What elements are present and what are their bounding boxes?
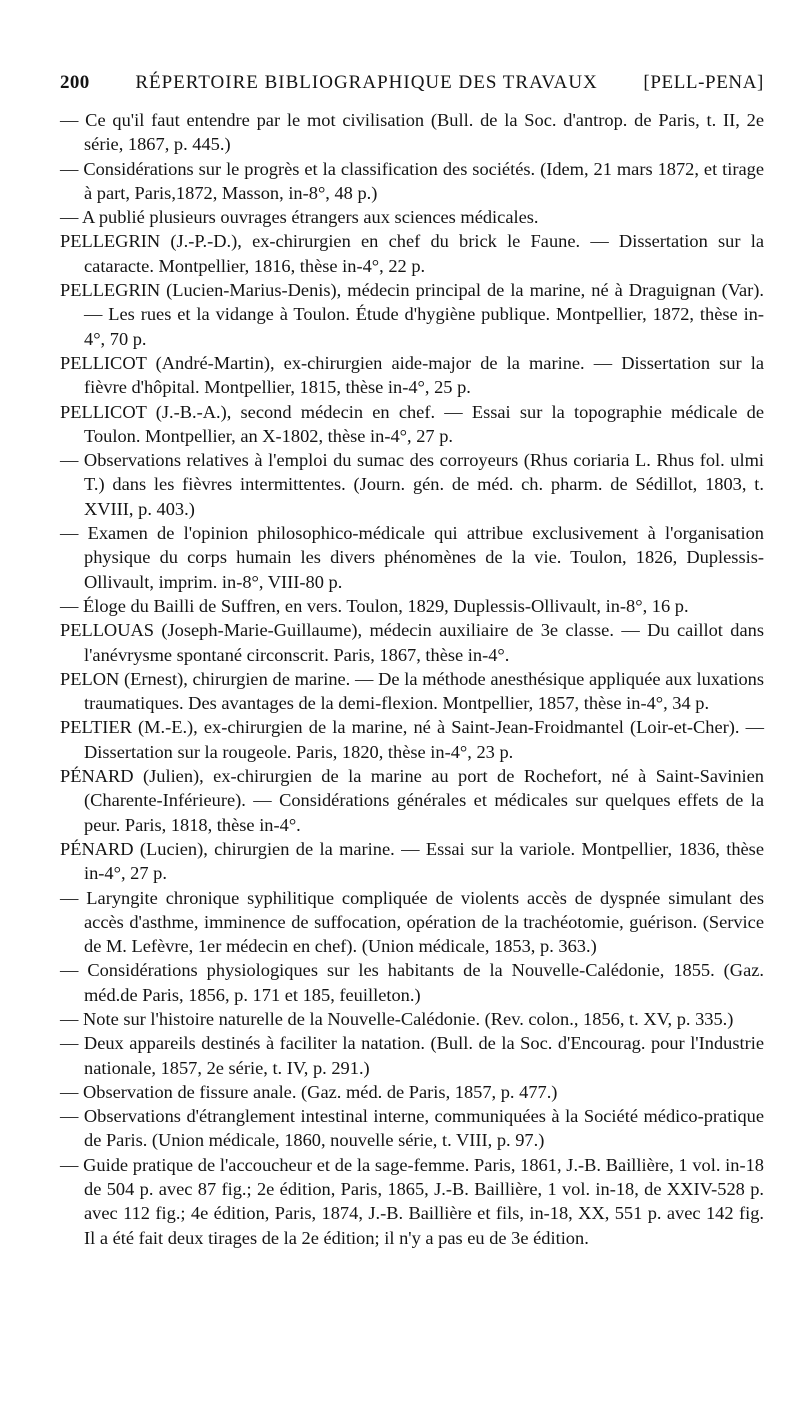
- bibliography-entry: — Observations d'étranglement intestinal interne, communiquées à la Société médico-pratique de Paris. (Union médicale, 1860, nouvelle série, t. VIII, p. 97.): [60, 1106, 764, 1151]
- bibliography-entry: — Éloge du Bailli de Suffren, en vers. Toulon, 1829, Duplessis-Ollivault, in-8°, 16 p.: [60, 595, 689, 616]
- bibliography-entry: — A publié plusieurs ouvrages étrangers aux sciences médicales.: [60, 207, 539, 228]
- bibliography-entry: — Ce qu'il faut entendre par le mot civilisation (Bull. de la Soc. d'antrop. de Paris, t. II, 2e série, 1867, p. 445.): [60, 110, 764, 155]
- bibliography-entries: [60, 108, 764, 1250]
- bibliography-entry: — Note sur l'histoire naturelle de la Nouvelle-Calédonie. (Rev. colon., 1856, t. XV, p. 335.): [60, 1008, 734, 1029]
- bibliography-entry: — Observations relatives à l'emploi du sumac des corroyeurs (Rhus coriaria L. Rhus fol. ulmi T.) dans les fièvres intermittentes. (Journ. gén. de méd. ch. pharm. de Sédillot, 1803, t. XVIII, p. 403.): [60, 450, 764, 519]
- bibliography-entry: — Considérations sur le progrès et la classification des sociétés. (Idem, 21 mars 1872, et tirage à part, Paris,1872, Masson, in-8°, 48 p.): [60, 158, 764, 203]
- bibliography-entry: — Observation de fissure anale. (Gaz. méd. de Paris, 1857, p. 477.): [60, 1081, 558, 1102]
- page-number: 200: [60, 72, 90, 93]
- bibliography-entry: PÉNARD (Julien), ex-chirurgien de la marine au port de Rochefort, né à Saint-Savinien (Charente-Inférieure). — Considérations générales et médicales sur quelques effets de la peur. Paris, 1818, thèse in-4°.: [60, 766, 764, 835]
- running-header: [60, 72, 764, 94]
- bibliography-entry: PELLOUAS (Joseph-Marie-Guillaume), médecin auxiliaire de 3e classe. — Du caillot dans l'anévrysme spontané circonscrit. Paris, 1867, thèse in-4°.: [60, 620, 764, 665]
- bibliography-entry: — Guide pratique de l'accoucheur et de la sage-femme. Paris, 1861, J.-B. Baillière, 1 vol. in-18 de 504 p. avec 87 fig.; 2e édition, Paris, 1865, J.-B. Baillière, 1 vol. in-18, de XXIV-528 p. avec 112 fig.; 4e édition, Paris, 1874, J.-B. Baillière et fils, in-18, XX, 551 p. avec 142 fig. Il a été fait deux tirages de la 2e édition; il n'y a pas eu de 3e édition.: [60, 1154, 764, 1248]
- bibliography-entry: PELLICOT (J.-B.-A.), second médecin en chef. — Essai sur la topographie médicale de Toulon. Montpellier, an X-1802, thèse in-4°, 27 p.: [60, 401, 764, 446]
- bibliography-entry: — Laryngite chronique syphilitique compliquée de violents accès de dyspnée simulant des accès d'asthme, imminence de suffocation, opération de la trachéotomie, guérison. (Service de M. Lefèvre, 1er médecin en chef). (Union médicale, 1853, p. 363.): [60, 887, 764, 957]
- bibliography-entry: PELTIER (M.-E.), ex-chirurgien de la marine, né à Saint-Jean-Froidmantel (Loir-et-Cher). — Dissertation sur la rougeole. Paris, 1820, thèse in-4°, 23 p.: [60, 717, 764, 762]
- bibliography-entry: PÉNARD (Lucien), chirurgien de la marine. — Essai sur la variole. Montpellier, 1836, thèse in-4°, 27 p.: [60, 838, 764, 884]
- running-title: RÉPERTOIRE BIBLIOGRAPHIQUE DES TRAVAUX: [135, 72, 598, 93]
- bibliography-entry: PELLICOT (André-Martin), ex-chirurgien aide-major de la marine. — Dissertation sur la fièvre d'hôpital. Montpellier, 1815, thèse in-4°, 25 p.: [60, 352, 764, 398]
- bibliography-entry: — Considérations physiologiques sur les habitants de la Nouvelle-Calédonie, 1855. (Gaz. méd.de Paris, 1856, p. 171 et 185, feuilleton.): [60, 960, 764, 1005]
- bibliography-entry: — Examen de l'opinion philosophico-médicale qui attribue exclusivement à l'organisation physique du corps humain les divers phénomènes de la vie. Toulon, 1826, Duplessis-Ollivault, imprim. in-8°, VIII-80 p.: [60, 523, 764, 592]
- bibliography-entry: PELON (Ernest), chirurgien de marine. — De la méthode anesthésique appliquée aux luxations traumatiques. Des avantages de la demi-flexion. Montpellier, 1857, thèse in-4°, 34 p.: [60, 668, 764, 714]
- bibliography-entry: PELLEGRIN (J.-P.-D.), ex-chirurgien en chef du brick le Faune. — Dissertation sur la cataracte. Montpellier, 1816, thèse in-4°, 22 p.: [60, 231, 764, 276]
- bibliography-entry: — Deux appareils destinés à faciliter la natation. (Bull. de la Soc. d'Encourag. pour l'Industrie nationale, 1857, 2e série, t. IV, p. 291.): [60, 1033, 764, 1078]
- bibliography-entry: PELLEGRIN (Lucien-Marius-Denis), médecin principal de la marine, né à Draguignan (Var). — Les rues et la vidange à Toulon. Étude d'hygiène publique. Montpellier, 1872, thèse in-4°, 70 p.: [60, 280, 764, 349]
- entry-range: [PELL-PENA]: [643, 72, 764, 93]
